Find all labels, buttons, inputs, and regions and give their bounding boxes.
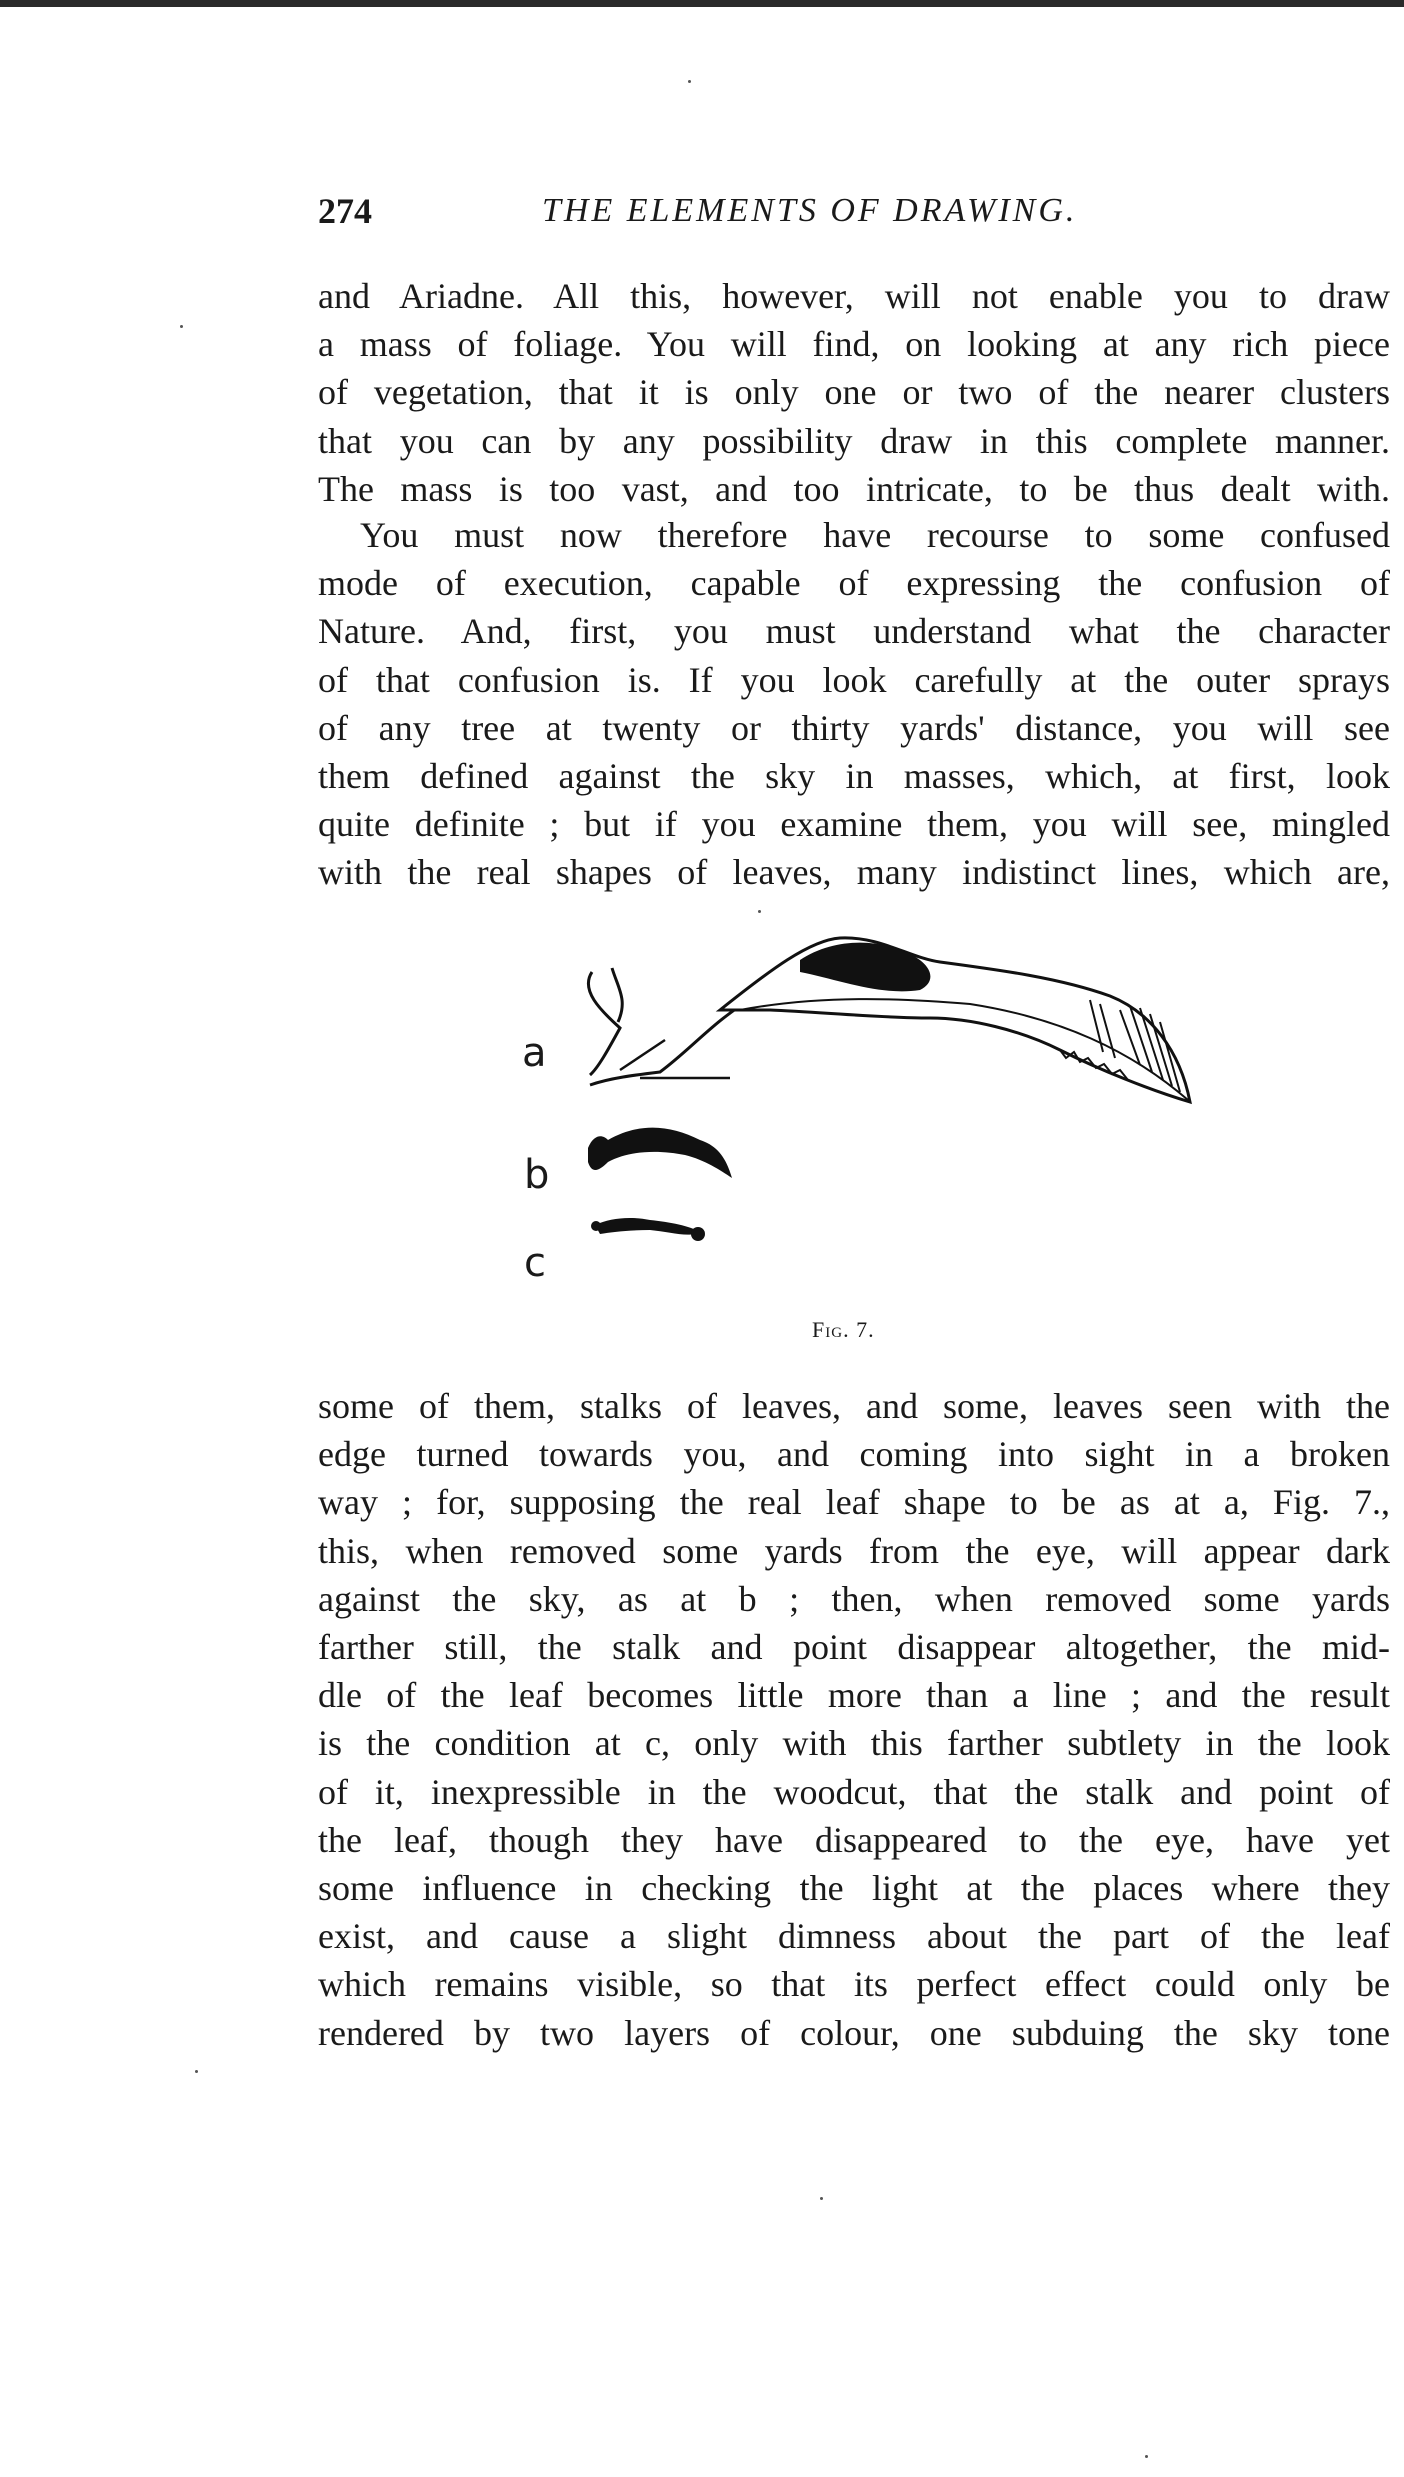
text-line: quite definite ; but if you examine them, you will see, mingled	[318, 804, 1390, 845]
leaf-illustration-a	[500, 900, 1220, 1280]
text-line: farther still, the stalk and point disappear altogether, the mid-	[318, 1627, 1390, 1668]
text-line: way ; for, supposing the real leaf shape to be as at a, Fig. 7.,	[318, 1482, 1390, 1523]
print-speck	[688, 80, 691, 83]
text-line: dle of the leaf becomes little more than a line ; and the result	[318, 1675, 1390, 1716]
text-line: of vegetation, that it is only one or two of the nearer clusters	[318, 372, 1390, 413]
paragraph-2	[318, 511, 1390, 897]
text-line: mode of execution, capable of expressing the confusion of	[318, 563, 1390, 604]
text-line: of that confusion is. If you look carefully at the outer sprays	[318, 659, 1390, 700]
figure-label-c: c	[524, 1240, 546, 1286]
print-speck	[195, 2070, 198, 2073]
text-line: them defined against the sky in masses, which, at first, look	[318, 756, 1390, 797]
text-line: and Ariadne. All this, however, will not enable you to draw	[318, 276, 1390, 316]
text-line: of it, inexpressible in the woodcut, that the stalk and point of	[318, 1771, 1390, 1812]
text-line: is the condition at c, only with this farther subtlety in the look	[318, 1723, 1390, 1764]
print-speck	[180, 325, 183, 328]
text-line: The mass is too vast, and too intricate, to be thus dealt with.	[318, 468, 1390, 509]
text-line: Nature. And, first, you must understand what the character	[318, 611, 1390, 652]
page-header	[318, 190, 1390, 240]
print-speck	[820, 2197, 823, 2200]
page-number: 274	[318, 191, 372, 231]
text-line: this, when removed some yards from the eye, will appear dark	[318, 1530, 1390, 1571]
text-line: of any tree at twenty or thirty yards' distance, you will see	[318, 707, 1390, 748]
print-speck	[1145, 2455, 1148, 2458]
text-line: exist, and cause a slight dimness about the part of the leaf	[318, 1916, 1390, 1957]
text-line: edge turned towards you, and coming into sight in a broken	[318, 1434, 1390, 1475]
text-line: You must now therefore have recourse to some confused	[360, 515, 1390, 555]
figure-label-a: a	[522, 1030, 547, 1076]
top-edge-rule	[0, 0, 1404, 7]
text-line: against the sky, as at b ; then, when removed some yards	[318, 1578, 1390, 1619]
text-line: a mass of foliage. You will find, on looking at any rich piece	[318, 324, 1390, 365]
text-line: which remains visible, so that its perfect effect could only be	[318, 1964, 1390, 2005]
paragraph-3	[318, 1382, 1390, 2057]
text-line: with the real shapes of leaves, many indistinct lines, which are,	[318, 852, 1390, 893]
figure-label-b: b	[524, 1152, 550, 1198]
text-line: the leaf, though they have disappeared to the eye, have yet	[318, 1819, 1390, 1860]
text-line: rendered by two layers of colour, one subduing the sky tone	[318, 2012, 1390, 2053]
paragraph-1	[318, 272, 1390, 513]
text-line: some of them, stalks of leaves, and some, leaves seen with the	[318, 1386, 1390, 1426]
text-line: that you can by any possibility draw in this complete manner.	[318, 420, 1390, 461]
figure-caption: Fig. 7.	[812, 1317, 875, 1342]
figure-7	[500, 900, 1220, 1286]
text-line: some influence in checking the light at the places where they	[318, 1868, 1390, 1909]
running-head: THE ELEMENTS OF DRAWING.	[542, 192, 1078, 229]
